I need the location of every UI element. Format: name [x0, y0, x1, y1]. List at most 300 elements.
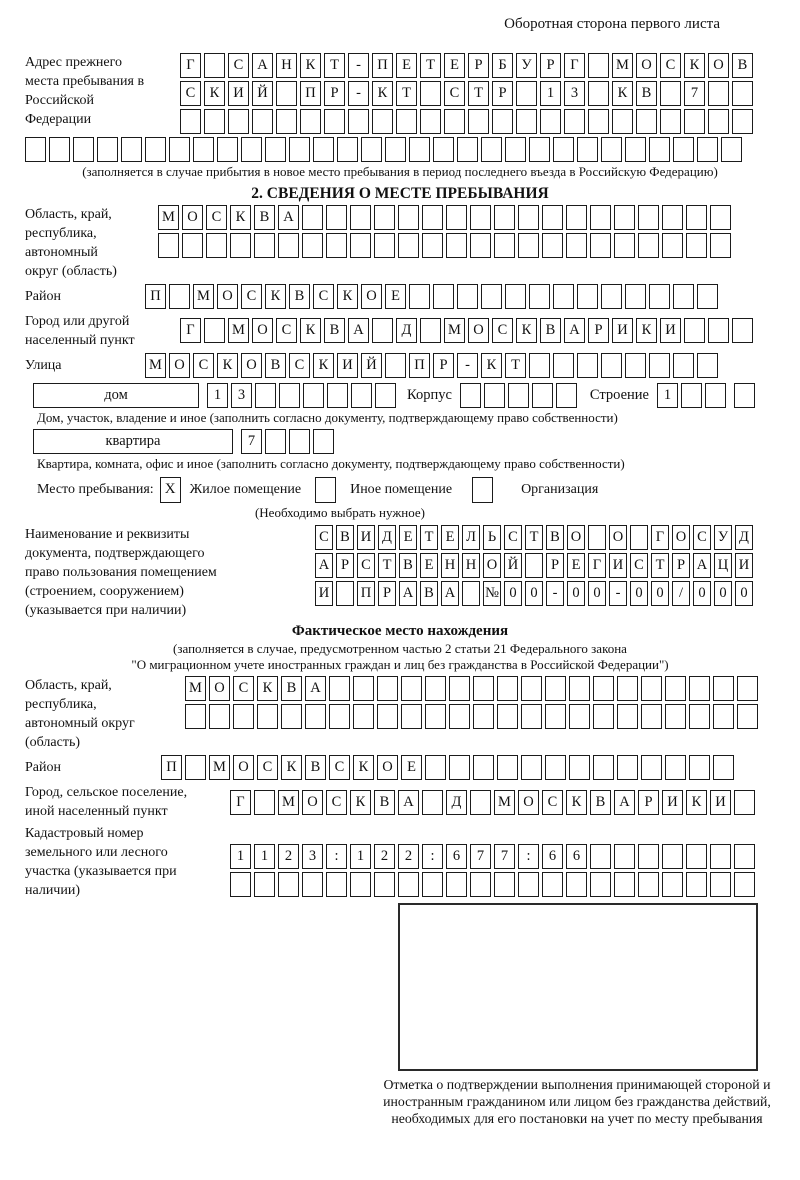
char-cell[interactable]: И	[609, 553, 627, 578]
char-cell[interactable]	[206, 233, 227, 258]
char-cell[interactable]	[492, 109, 513, 134]
char-cell[interactable]	[569, 704, 590, 729]
char-cell[interactable]	[361, 137, 382, 162]
char-cell[interactable]	[470, 872, 491, 897]
char-cell[interactable]: О	[302, 790, 323, 815]
char-cell[interactable]	[372, 318, 393, 343]
char-cell[interactable]	[542, 233, 563, 258]
char-cell[interactable]	[185, 755, 206, 780]
char-cell[interactable]	[420, 81, 441, 106]
char-cell[interactable]: В	[305, 755, 326, 780]
char-cell[interactable]: Р	[468, 53, 489, 78]
char-cell[interactable]: М	[145, 353, 166, 378]
char-cell[interactable]	[542, 205, 563, 230]
char-cell[interactable]: А	[348, 318, 369, 343]
char-cell[interactable]: Д	[396, 318, 417, 343]
char-cell[interactable]	[169, 284, 190, 309]
char-cell[interactable]: Р	[540, 53, 561, 78]
char-cell[interactable]: С	[233, 676, 254, 701]
stay-option-org-checkbox[interactable]	[472, 477, 493, 503]
char-cell[interactable]	[353, 704, 374, 729]
char-cell[interactable]: Т	[420, 53, 441, 78]
char-cell[interactable]	[350, 872, 371, 897]
char-cell[interactable]: М	[444, 318, 465, 343]
char-cell[interactable]	[374, 205, 395, 230]
char-cell[interactable]	[732, 109, 753, 134]
char-cell[interactable]: О	[567, 525, 585, 550]
char-cell[interactable]: №	[483, 581, 501, 606]
char-cell[interactable]: Р	[324, 81, 345, 106]
char-cell[interactable]	[457, 284, 478, 309]
char-cell[interactable]	[494, 233, 515, 258]
char-cell[interactable]: И	[228, 81, 249, 106]
char-cell[interactable]: Т	[378, 553, 396, 578]
char-cell[interactable]: Р	[492, 81, 513, 106]
char-cell[interactable]: 7	[494, 844, 515, 869]
char-cell[interactable]: И	[660, 318, 681, 343]
char-cell[interactable]	[686, 872, 707, 897]
char-cell[interactable]	[732, 318, 753, 343]
char-cell[interactable]: С	[289, 353, 310, 378]
char-cell[interactable]: Р	[336, 553, 354, 578]
char-cell[interactable]: 1	[254, 844, 275, 869]
char-cell[interactable]	[305, 704, 326, 729]
char-cell[interactable]: О	[636, 53, 657, 78]
char-cell[interactable]	[374, 872, 395, 897]
char-cell[interactable]	[641, 676, 662, 701]
char-cell[interactable]: Г	[651, 525, 669, 550]
char-cell[interactable]	[638, 205, 659, 230]
char-cell[interactable]	[401, 704, 422, 729]
char-cell[interactable]: К	[217, 353, 238, 378]
char-cell[interactable]: А	[614, 790, 635, 815]
char-cell[interactable]	[289, 137, 310, 162]
char-cell[interactable]	[457, 137, 478, 162]
char-cell[interactable]: Р	[433, 353, 454, 378]
char-cell[interactable]: И	[662, 790, 683, 815]
char-cell[interactable]: А	[564, 318, 585, 343]
char-cell[interactable]: В	[399, 553, 417, 578]
char-cell[interactable]	[254, 233, 275, 258]
char-cell[interactable]	[614, 872, 635, 897]
char-cell[interactable]	[409, 284, 430, 309]
char-cell[interactable]: К	[313, 353, 334, 378]
char-cell[interactable]	[697, 353, 718, 378]
char-cell[interactable]	[665, 704, 686, 729]
char-cell[interactable]: Ц	[714, 553, 732, 578]
char-cell[interactable]	[449, 755, 470, 780]
stay-option-housing-checkbox[interactable]: X	[160, 477, 181, 503]
char-cell[interactable]: С	[542, 790, 563, 815]
char-cell[interactable]	[710, 233, 731, 258]
char-cell[interactable]	[673, 137, 694, 162]
char-cell[interactable]	[518, 872, 539, 897]
char-cell[interactable]	[401, 676, 422, 701]
char-cell[interactable]: В	[636, 81, 657, 106]
char-cell[interactable]	[254, 790, 275, 815]
char-cell[interactable]: Т	[468, 81, 489, 106]
char-cell[interactable]	[630, 525, 648, 550]
char-cell[interactable]	[516, 81, 537, 106]
char-cell[interactable]	[468, 109, 489, 134]
char-cell[interactable]	[327, 383, 348, 408]
char-cell[interactable]	[446, 233, 467, 258]
char-cell[interactable]: М	[278, 790, 299, 815]
char-cell[interactable]: С	[315, 525, 333, 550]
char-cell[interactable]	[446, 872, 467, 897]
char-cell[interactable]: И	[612, 318, 633, 343]
char-cell[interactable]	[182, 233, 203, 258]
char-cell[interactable]	[326, 233, 347, 258]
char-cell[interactable]	[204, 109, 225, 134]
char-cell[interactable]: М	[193, 284, 214, 309]
char-cell[interactable]	[377, 704, 398, 729]
char-cell[interactable]: У	[714, 525, 732, 550]
char-cell[interactable]	[494, 872, 515, 897]
char-cell[interactable]: 1	[230, 844, 251, 869]
char-cell[interactable]	[470, 233, 491, 258]
char-cell[interactable]	[569, 755, 590, 780]
char-cell[interactable]: К	[684, 53, 705, 78]
char-cell[interactable]	[593, 676, 614, 701]
char-cell[interactable]: В	[540, 318, 561, 343]
char-cell[interactable]	[532, 383, 553, 408]
char-cell[interactable]	[529, 353, 550, 378]
char-cell[interactable]: Г	[588, 553, 606, 578]
char-cell[interactable]	[230, 872, 251, 897]
char-cell[interactable]: С	[257, 755, 278, 780]
char-cell[interactable]	[497, 676, 518, 701]
char-cell[interactable]	[265, 137, 286, 162]
char-cell[interactable]	[484, 383, 505, 408]
char-cell[interactable]: О	[609, 525, 627, 550]
char-cell[interactable]	[665, 755, 686, 780]
char-cell[interactable]: О	[217, 284, 238, 309]
char-cell[interactable]	[433, 137, 454, 162]
char-cell[interactable]	[681, 383, 702, 408]
char-cell[interactable]	[540, 109, 561, 134]
char-cell[interactable]: О	[233, 755, 254, 780]
char-cell[interactable]: С	[504, 525, 522, 550]
char-cell[interactable]: С	[206, 205, 227, 230]
char-cell[interactable]	[521, 704, 542, 729]
char-cell[interactable]: Е	[420, 553, 438, 578]
char-cell[interactable]: И	[735, 553, 753, 578]
char-cell[interactable]	[638, 844, 659, 869]
char-cell[interactable]	[577, 137, 598, 162]
char-cell[interactable]	[734, 383, 755, 408]
char-cell[interactable]	[497, 704, 518, 729]
char-cell[interactable]: К	[265, 284, 286, 309]
char-cell[interactable]	[505, 284, 526, 309]
char-cell[interactable]	[121, 137, 142, 162]
char-cell[interactable]	[614, 205, 635, 230]
char-cell[interactable]	[601, 353, 622, 378]
char-cell[interactable]: Д	[735, 525, 753, 550]
char-cell[interactable]: Е	[567, 553, 585, 578]
char-cell[interactable]	[350, 233, 371, 258]
char-cell[interactable]: О	[672, 525, 690, 550]
char-cell[interactable]	[505, 137, 526, 162]
char-cell[interactable]	[590, 844, 611, 869]
char-cell[interactable]: В	[374, 790, 395, 815]
char-cell[interactable]	[302, 233, 323, 258]
char-cell[interactable]	[326, 872, 347, 897]
char-cell[interactable]	[276, 81, 297, 106]
char-cell[interactable]	[508, 383, 529, 408]
char-cell[interactable]	[577, 284, 598, 309]
char-cell[interactable]	[25, 137, 46, 162]
char-cell[interactable]: 3	[302, 844, 323, 869]
char-cell[interactable]: С	[693, 525, 711, 550]
char-cell[interactable]: К	[300, 318, 321, 343]
char-cell[interactable]: 0	[735, 581, 753, 606]
char-cell[interactable]	[569, 676, 590, 701]
char-cell[interactable]: Е	[396, 53, 417, 78]
char-cell[interactable]: И	[710, 790, 731, 815]
char-cell[interactable]: К	[566, 790, 587, 815]
char-cell[interactable]	[566, 872, 587, 897]
char-cell[interactable]: К	[350, 790, 371, 815]
char-cell[interactable]	[708, 109, 729, 134]
char-cell[interactable]	[462, 581, 480, 606]
char-cell[interactable]	[713, 704, 734, 729]
char-cell[interactable]	[326, 205, 347, 230]
char-cell[interactable]	[673, 353, 694, 378]
char-cell[interactable]: К	[300, 53, 321, 78]
char-cell[interactable]: Е	[399, 525, 417, 550]
char-cell[interactable]: О	[708, 53, 729, 78]
char-cell[interactable]	[396, 109, 417, 134]
char-cell[interactable]	[337, 137, 358, 162]
char-cell[interactable]	[289, 429, 310, 454]
char-cell[interactable]: А	[252, 53, 273, 78]
char-cell[interactable]: Д	[378, 525, 396, 550]
char-cell[interactable]	[257, 704, 278, 729]
char-cell[interactable]	[553, 284, 574, 309]
char-cell[interactable]	[425, 704, 446, 729]
char-cell[interactable]	[254, 872, 275, 897]
char-cell[interactable]: С	[444, 81, 465, 106]
char-cell[interactable]: М	[158, 205, 179, 230]
char-cell[interactable]: К	[257, 676, 278, 701]
char-cell[interactable]: М	[612, 53, 633, 78]
char-cell[interactable]	[460, 383, 481, 408]
char-cell[interactable]: В	[732, 53, 753, 78]
char-cell[interactable]: К	[516, 318, 537, 343]
char-cell[interactable]	[348, 109, 369, 134]
char-cell[interactable]: 1	[207, 383, 228, 408]
char-cell[interactable]	[713, 676, 734, 701]
char-cell[interactable]	[470, 790, 491, 815]
char-cell[interactable]	[673, 284, 694, 309]
char-cell[interactable]: И	[337, 353, 358, 378]
char-cell[interactable]: П	[145, 284, 166, 309]
char-cell[interactable]: Г	[230, 790, 251, 815]
char-cell[interactable]: 3	[564, 81, 585, 106]
char-cell[interactable]	[351, 383, 372, 408]
char-cell[interactable]	[228, 109, 249, 134]
char-cell[interactable]: О	[182, 205, 203, 230]
char-cell[interactable]: О	[361, 284, 382, 309]
char-cell[interactable]	[398, 233, 419, 258]
char-cell[interactable]: В	[289, 284, 310, 309]
char-cell[interactable]	[566, 205, 587, 230]
char-cell[interactable]: П	[161, 755, 182, 780]
apartment-box[interactable]: квартира	[33, 429, 233, 454]
char-cell[interactable]	[590, 205, 611, 230]
char-cell[interactable]	[422, 205, 443, 230]
char-cell[interactable]: 6	[542, 844, 563, 869]
char-cell[interactable]	[209, 704, 230, 729]
char-cell[interactable]: Н	[462, 553, 480, 578]
char-cell[interactable]	[449, 704, 470, 729]
char-cell[interactable]: Т	[396, 81, 417, 106]
char-cell[interactable]: Т	[525, 525, 543, 550]
char-cell[interactable]	[614, 844, 635, 869]
char-cell[interactable]	[617, 676, 638, 701]
char-cell[interactable]	[433, 284, 454, 309]
char-cell[interactable]	[689, 676, 710, 701]
char-cell[interactable]: Р	[378, 581, 396, 606]
char-cell[interactable]	[553, 137, 574, 162]
char-cell[interactable]	[734, 844, 755, 869]
char-cell[interactable]: 2	[398, 844, 419, 869]
char-cell[interactable]	[303, 383, 324, 408]
char-cell[interactable]	[662, 233, 683, 258]
char-cell[interactable]	[252, 109, 273, 134]
char-cell[interactable]	[473, 704, 494, 729]
char-cell[interactable]	[193, 137, 214, 162]
char-cell[interactable]: Г	[180, 318, 201, 343]
char-cell[interactable]: 1	[657, 383, 678, 408]
char-cell[interactable]	[73, 137, 94, 162]
char-cell[interactable]: П	[300, 81, 321, 106]
char-cell[interactable]	[425, 676, 446, 701]
char-cell[interactable]: М	[494, 790, 515, 815]
char-cell[interactable]	[601, 284, 622, 309]
char-cell[interactable]: :	[326, 844, 347, 869]
char-cell[interactable]: А	[693, 553, 711, 578]
char-cell[interactable]	[481, 137, 502, 162]
char-cell[interactable]	[710, 872, 731, 897]
char-cell[interactable]: В	[265, 353, 286, 378]
char-cell[interactable]: П	[409, 353, 430, 378]
char-cell[interactable]: Р	[588, 318, 609, 343]
char-cell[interactable]: Й	[504, 553, 522, 578]
char-cell[interactable]	[617, 755, 638, 780]
char-cell[interactable]	[385, 353, 406, 378]
char-cell[interactable]	[279, 383, 300, 408]
char-cell[interactable]	[302, 205, 323, 230]
char-cell[interactable]: О	[377, 755, 398, 780]
char-cell[interactable]	[553, 353, 574, 378]
char-cell[interactable]: Й	[361, 353, 382, 378]
char-cell[interactable]	[185, 704, 206, 729]
char-cell[interactable]	[422, 790, 443, 815]
char-cell[interactable]	[518, 233, 539, 258]
char-cell[interactable]	[529, 284, 550, 309]
char-cell[interactable]: О	[209, 676, 230, 701]
char-cell[interactable]	[665, 676, 686, 701]
char-cell[interactable]	[625, 353, 646, 378]
char-cell[interactable]: Т	[505, 353, 526, 378]
char-cell[interactable]	[529, 137, 550, 162]
char-cell[interactable]: К	[636, 318, 657, 343]
char-cell[interactable]	[494, 205, 515, 230]
char-cell[interactable]: 7	[684, 81, 705, 106]
char-cell[interactable]: А	[441, 581, 459, 606]
char-cell[interactable]: :	[422, 844, 443, 869]
char-cell[interactable]: Р	[638, 790, 659, 815]
char-cell[interactable]	[97, 137, 118, 162]
char-cell[interactable]	[684, 318, 705, 343]
char-cell[interactable]	[377, 676, 398, 701]
char-cell[interactable]	[638, 872, 659, 897]
house-box[interactable]: дом	[33, 383, 199, 408]
char-cell[interactable]: О	[252, 318, 273, 343]
char-cell[interactable]: 1	[540, 81, 561, 106]
char-cell[interactable]	[617, 704, 638, 729]
char-cell[interactable]	[660, 81, 681, 106]
char-cell[interactable]	[420, 109, 441, 134]
char-cell[interactable]	[686, 205, 707, 230]
char-cell[interactable]: А	[399, 581, 417, 606]
char-cell[interactable]	[737, 704, 758, 729]
char-cell[interactable]	[734, 790, 755, 815]
char-cell[interactable]: 0	[588, 581, 606, 606]
char-cell[interactable]	[233, 704, 254, 729]
char-cell[interactable]: Т	[651, 553, 669, 578]
char-cell[interactable]: К	[204, 81, 225, 106]
char-cell[interactable]: -	[546, 581, 564, 606]
char-cell[interactable]: С	[228, 53, 249, 78]
char-cell[interactable]	[662, 872, 683, 897]
char-cell[interactable]: Й	[252, 81, 273, 106]
char-cell[interactable]	[521, 676, 542, 701]
char-cell[interactable]	[662, 205, 683, 230]
char-cell[interactable]: Г	[564, 53, 585, 78]
char-cell[interactable]	[444, 109, 465, 134]
char-cell[interactable]: /	[672, 581, 690, 606]
char-cell[interactable]: О	[241, 353, 262, 378]
char-cell[interactable]: 0	[714, 581, 732, 606]
char-cell[interactable]: -	[457, 353, 478, 378]
char-cell[interactable]: К	[353, 755, 374, 780]
char-cell[interactable]	[588, 109, 609, 134]
char-cell[interactable]: 2	[278, 844, 299, 869]
char-cell[interactable]: С	[241, 284, 262, 309]
char-cell[interactable]: С	[313, 284, 334, 309]
char-cell[interactable]	[241, 137, 262, 162]
char-cell[interactable]: 0	[630, 581, 648, 606]
char-cell[interactable]: У	[516, 53, 537, 78]
char-cell[interactable]	[375, 383, 396, 408]
char-cell[interactable]	[564, 109, 585, 134]
char-cell[interactable]	[641, 755, 662, 780]
char-cell[interactable]	[516, 109, 537, 134]
char-cell[interactable]: И	[357, 525, 375, 550]
char-cell[interactable]: В	[281, 676, 302, 701]
char-cell[interactable]: В	[420, 581, 438, 606]
char-cell[interactable]	[697, 137, 718, 162]
char-cell[interactable]	[449, 676, 470, 701]
char-cell[interactable]	[590, 233, 611, 258]
char-cell[interactable]	[566, 233, 587, 258]
char-cell[interactable]	[734, 872, 755, 897]
char-cell[interactable]	[660, 109, 681, 134]
char-cell[interactable]	[556, 383, 577, 408]
